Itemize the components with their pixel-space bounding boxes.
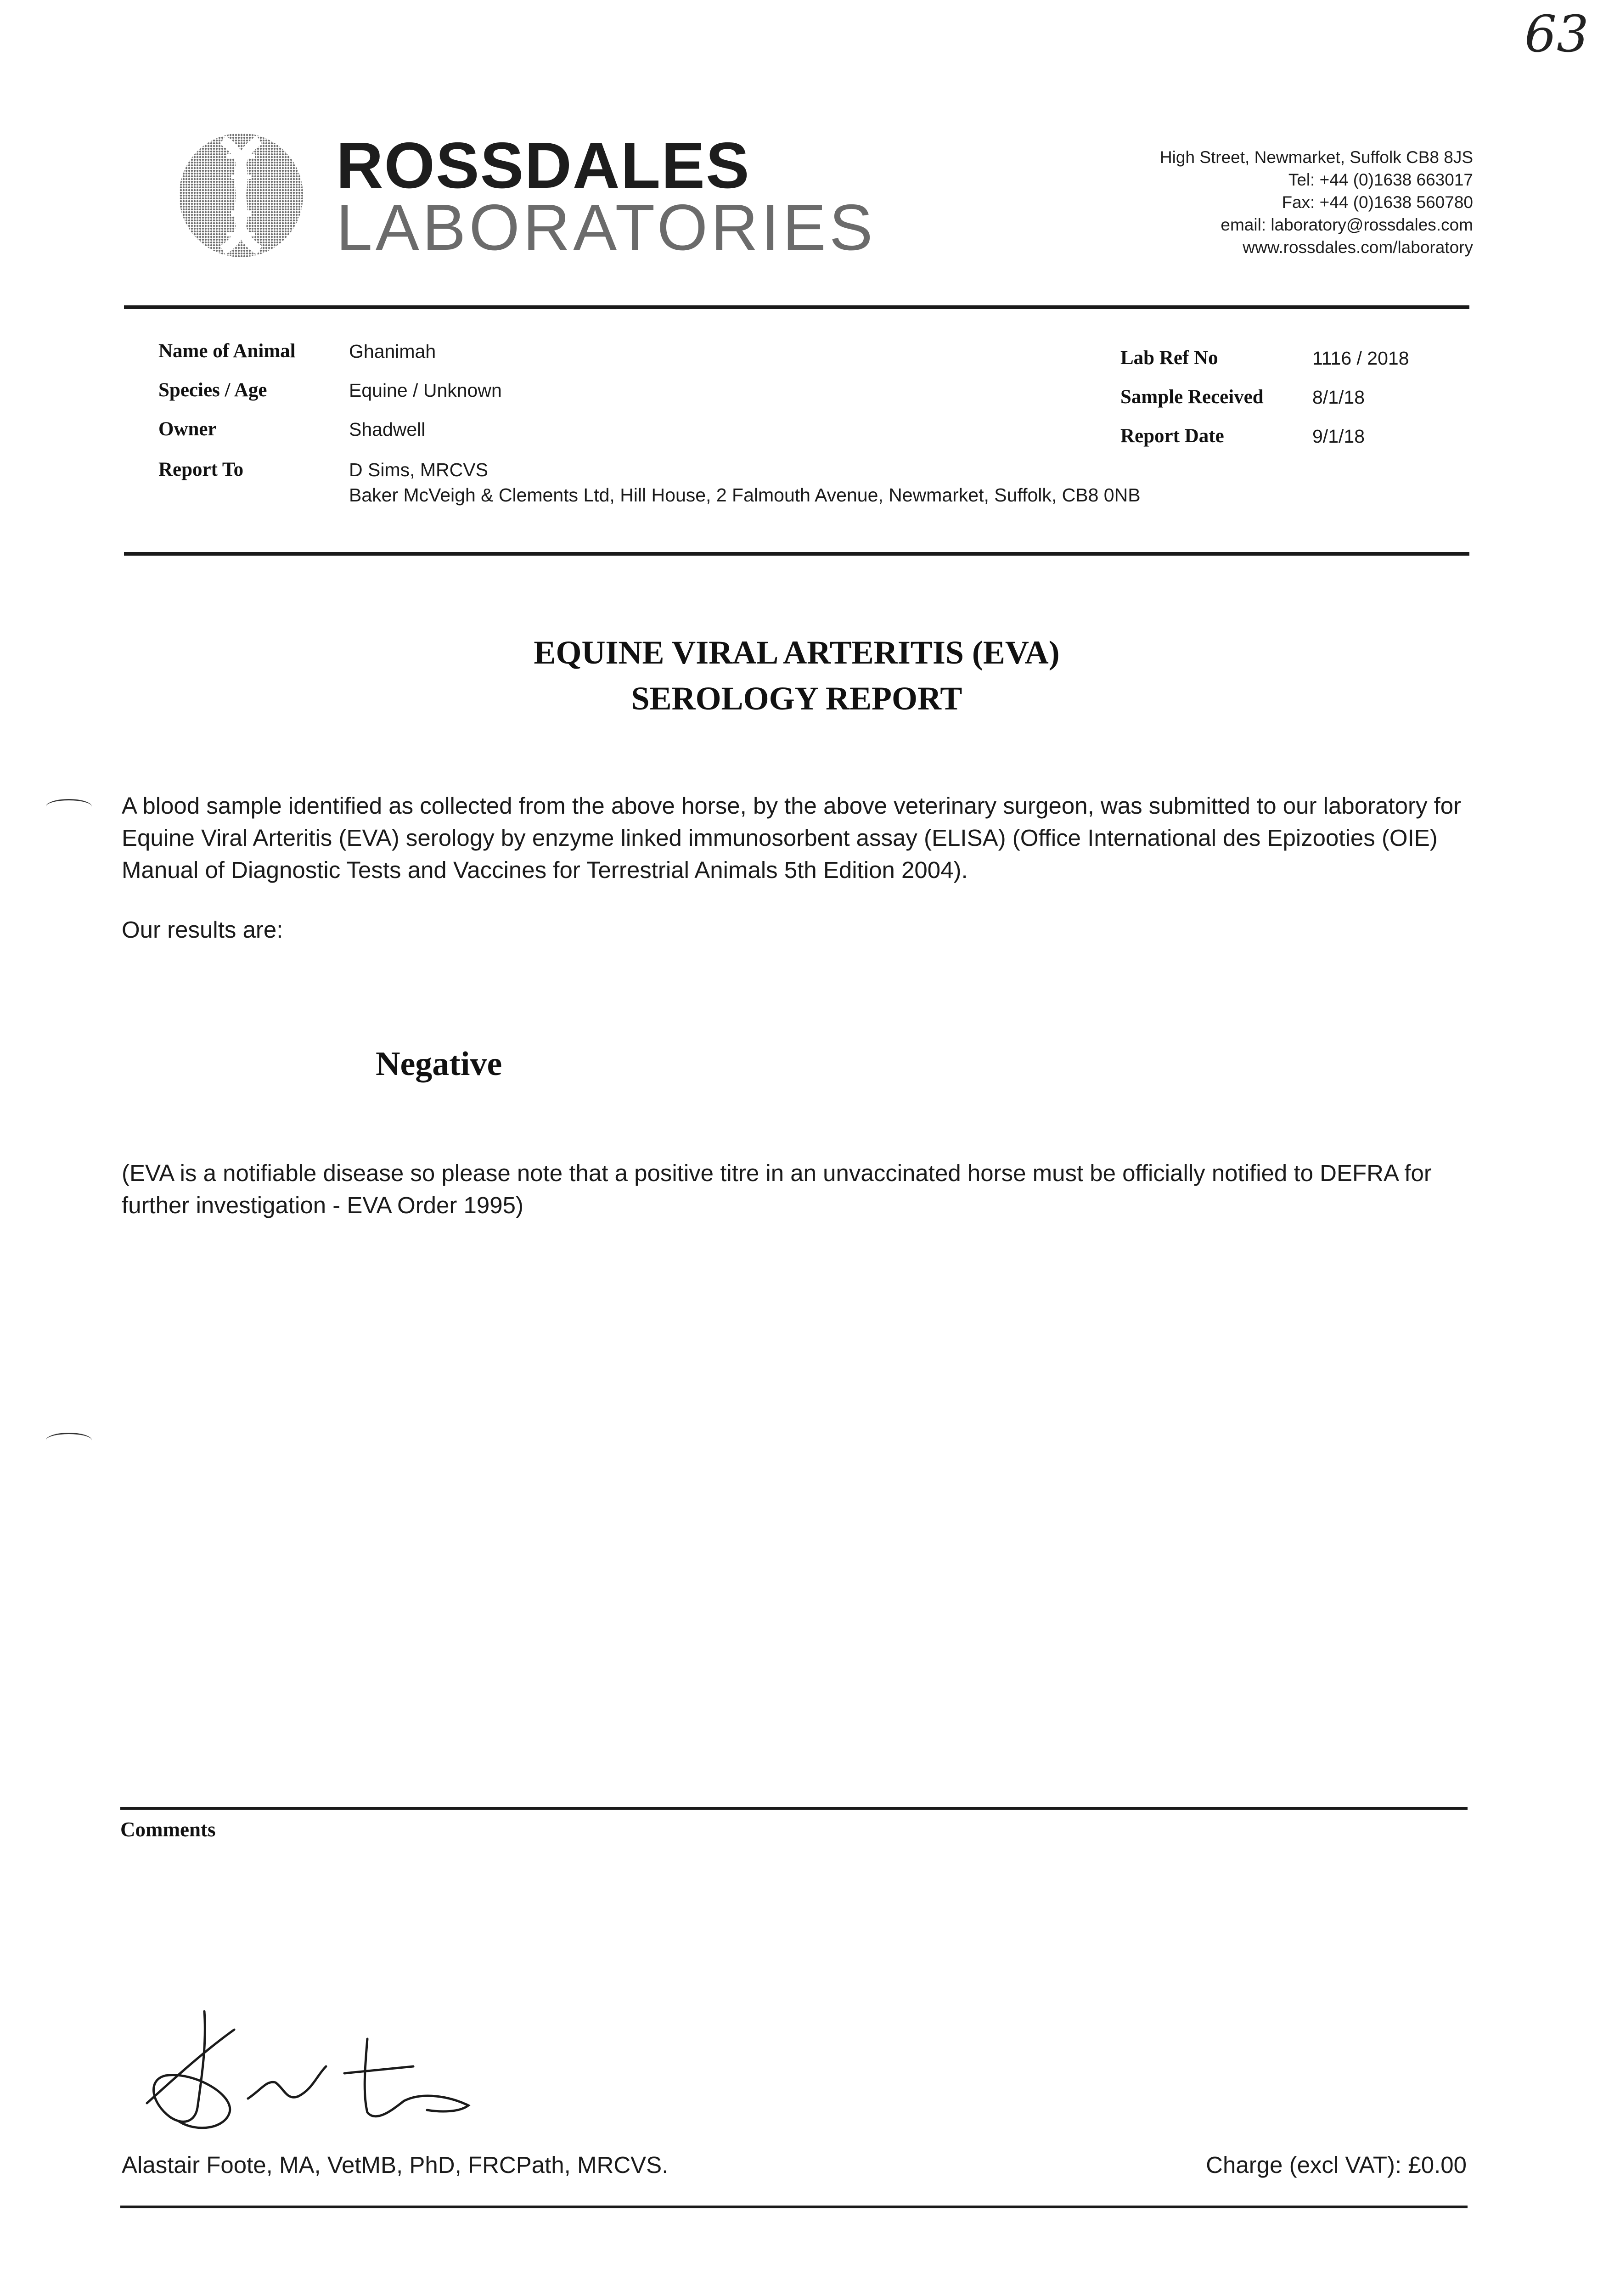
margin-mark [46,1433,92,1448]
charge-amount: Charge (excl VAT): £0.00 [1206,2152,1467,2178]
report-to-address: Baker McVeigh & Clements Ltd, Hill House, 2 Falmouth Avenue, Newmarket, Suffolk, CB8 0NB [349,484,1141,506]
page-number: 63 [1524,5,1589,63]
divider-middle [124,552,1469,556]
sample-received-label: Sample Received [1120,386,1264,408]
report-title-line1: EQUINE VIRAL ARTERITIS (EVA) [534,634,1060,671]
report-to-name: D Sims, MRCVS [349,459,488,480]
lab-address [1160,146,1473,259]
report-to-label: Report To [158,459,244,480]
divider-bottom [120,2206,1468,2208]
address-street: High Street, Newmarket, Suffolk CB8 8JS [1159,148,1473,167]
address-tel: Tel: +44 (0)1638 663017 [1288,170,1473,189]
report-title-line2: SEROLOGY REPORT [631,680,962,717]
name-of-animal-value: Ghanimah [349,341,436,362]
results-label: Our results are: [122,917,283,943]
address-email: email: laboratory@rossdales.com [1221,215,1473,234]
comments-label: Comments [120,1818,216,1841]
report-date-label: Report Date [1120,425,1224,447]
report-date-value: 9/1/18 [1312,426,1365,447]
address-fax: Fax: +44 (0)1638 560780 [1282,193,1473,212]
notifiable-note: (EVA is a notifiable disease so please note that a positive titre in an unvaccinated horse must be officially notified to DEFRA for further investigation - EVA Order 1995) [122,1160,1432,1218]
owner-value: Shadwell [349,419,426,440]
margin-mark [46,799,92,814]
lab-ref-value: 1116 / 2018 [1312,348,1409,369]
sample-received-value: 8/1/18 [1312,387,1365,408]
species-age-value: Equine / Unknown [349,380,502,401]
rossdales-logo-icon [177,131,305,259]
intro-paragraph: A blood sample identified as collected from the above horse, by the above veterinary surgeon, was submitted to our laboratory for Equine Viral Arteritis (EVA) serology by enzyme linked immunosorbent assay (ELISA) (Office International des Epizooties (OIE) Manual of Diagnostic Tests and Vaccines for Terrestrial Animals 5th Edition 2004). [122,793,1462,883]
signatory-name: Alastair Foote, MA, VetMB, PhD, FRCPath, MRCVS. [122,2152,669,2178]
owner-label: Owner [158,418,217,440]
species-age-label: Species / Age [158,379,267,401]
divider-comments [120,1807,1468,1810]
address-website: www.rossdales.com/laboratory [1243,238,1473,257]
result-value: Negative [376,1045,502,1083]
name-of-animal-label: Name of Animal [158,340,296,362]
divider-top [124,305,1469,309]
signature-icon [129,2002,478,2140]
lab-name-line2: LABORATORIES [336,191,876,264]
lab-name-line1: ROSSDALES [336,129,750,202]
lab-ref-label: Lab Ref No [1120,347,1218,369]
